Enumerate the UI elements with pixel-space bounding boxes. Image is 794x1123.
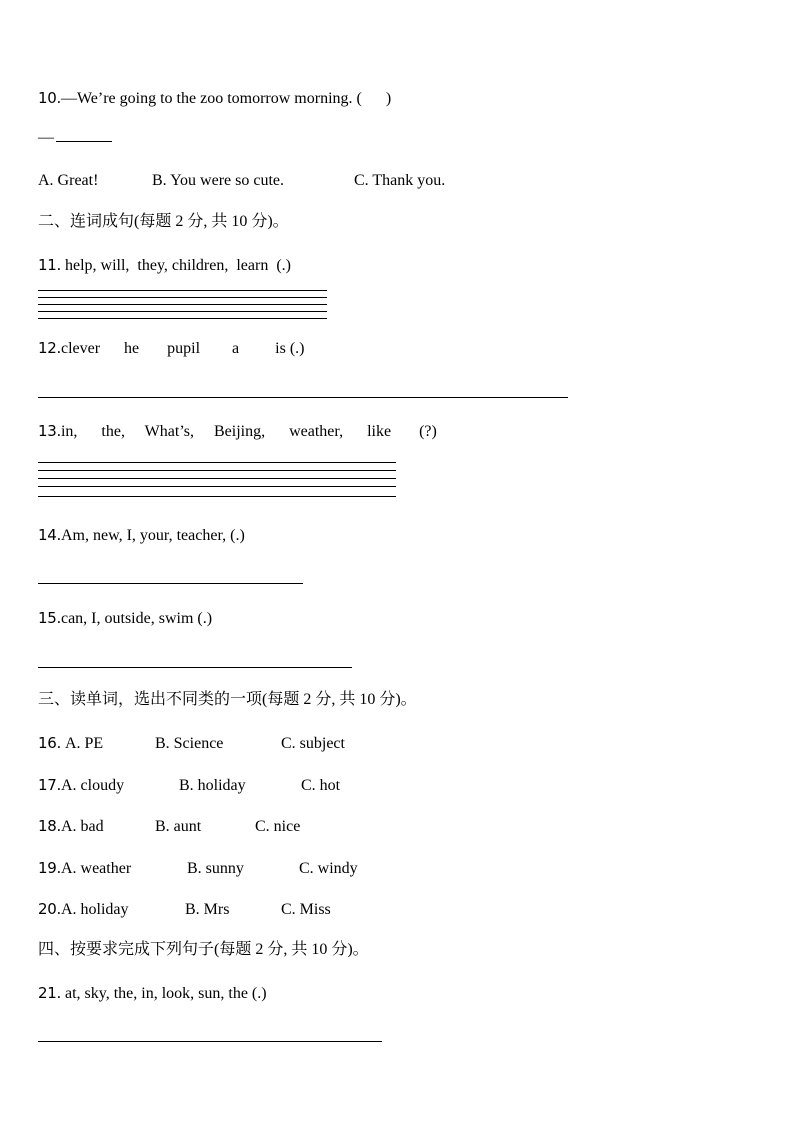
option-c: C. windy: [298, 860, 358, 877]
answer-line[interactable]: [38, 462, 396, 463]
reply-blank[interactable]: [56, 129, 112, 142]
question-text: can, I, outside, swim (.): [60, 610, 213, 627]
question-10-options: [38, 171, 445, 191]
question-text: —We’re going to the zoo tomorrow morning. ( ): [60, 90, 392, 107]
question-20: [38, 899, 331, 920]
answer-line[interactable]: [38, 397, 568, 398]
answer-line[interactable]: [38, 318, 327, 319]
question-text: in, the, What’s, Beijing, weather, like (?): [60, 423, 437, 440]
answer-line[interactable]: [38, 470, 396, 471]
question-10-reply: [38, 128, 112, 148]
option-b: B. sunny: [186, 860, 244, 877]
question-18: [38, 816, 300, 837]
question-21: [38, 983, 267, 1004]
reply-dash: —: [38, 129, 54, 146]
answer-line[interactable]: [38, 583, 303, 584]
option-c: C. Thank you.: [354, 172, 446, 189]
question-number: 21.: [38, 984, 61, 1002]
question-number: 11.: [38, 256, 61, 274]
question-number: 17.: [38, 776, 61, 794]
option-a: A. PE: [64, 735, 104, 752]
answer-line[interactable]: [38, 311, 327, 312]
question-number: 13.: [38, 422, 61, 440]
option-b: B. Mrs: [184, 901, 230, 918]
option-b: B. You were so cute.: [152, 172, 284, 189]
question-text: Am, new, I, your, teacher, (.): [60, 527, 245, 544]
question-number: 19.: [38, 859, 61, 877]
option-a: A. holiday: [60, 901, 129, 918]
question-number: 14.: [38, 526, 61, 544]
answer-line[interactable]: [38, 667, 352, 668]
option-a: A. cloudy: [60, 777, 125, 794]
option-a: A. Great!: [38, 172, 99, 189]
answer-line[interactable]: [38, 496, 396, 497]
option-b: B. Science: [154, 735, 224, 752]
section-3-heading: 三、读单词，选出不同类的一项(每题 2 分, 共 10 分)。: [38, 691, 417, 708]
answer-line[interactable]: [38, 304, 327, 305]
section-4-heading: 四、按要求完成下列句子(每题 2 分, 共 10 分)。: [38, 941, 369, 958]
option-c: C. nice: [254, 818, 301, 835]
section-2-heading: 二、连词成句(每题 2 分, 共 10 分)。: [38, 213, 289, 230]
question-14: [38, 525, 245, 546]
question-16: [38, 733, 345, 754]
question-17: [38, 775, 340, 796]
option-c: C. hot: [300, 777, 341, 794]
question-12: [38, 338, 304, 359]
question-15: [38, 608, 212, 629]
question-number: 20.: [38, 900, 61, 918]
question-number: 12.: [38, 339, 61, 357]
question-text: at, sky, the, in, look, sun, the (.): [60, 985, 267, 1002]
question-19: [38, 858, 358, 879]
option-c: C. Miss: [280, 901, 331, 918]
answer-line[interactable]: [38, 290, 327, 291]
option-a: A. bad: [60, 818, 104, 835]
question-11: [38, 255, 291, 276]
question-number: 15.: [38, 609, 61, 627]
option-b: B. aunt: [154, 818, 202, 835]
option-c: C. subject: [280, 735, 345, 752]
question-number: 16.: [38, 734, 61, 752]
question-text: clever he pupil a is (.): [60, 340, 305, 357]
answer-line[interactable]: [38, 1041, 382, 1042]
option-a: A. weather: [60, 860, 132, 877]
question-10: [38, 88, 391, 109]
question-text: help, will, they, children, learn (.): [60, 257, 291, 274]
question-number: 10.: [38, 89, 61, 107]
question-number: 18.: [38, 817, 61, 835]
answer-line[interactable]: [38, 297, 327, 298]
question-13: [38, 421, 437, 442]
option-b: B. holiday: [178, 777, 246, 794]
answer-line[interactable]: [38, 478, 396, 479]
answer-line[interactable]: [38, 486, 396, 487]
